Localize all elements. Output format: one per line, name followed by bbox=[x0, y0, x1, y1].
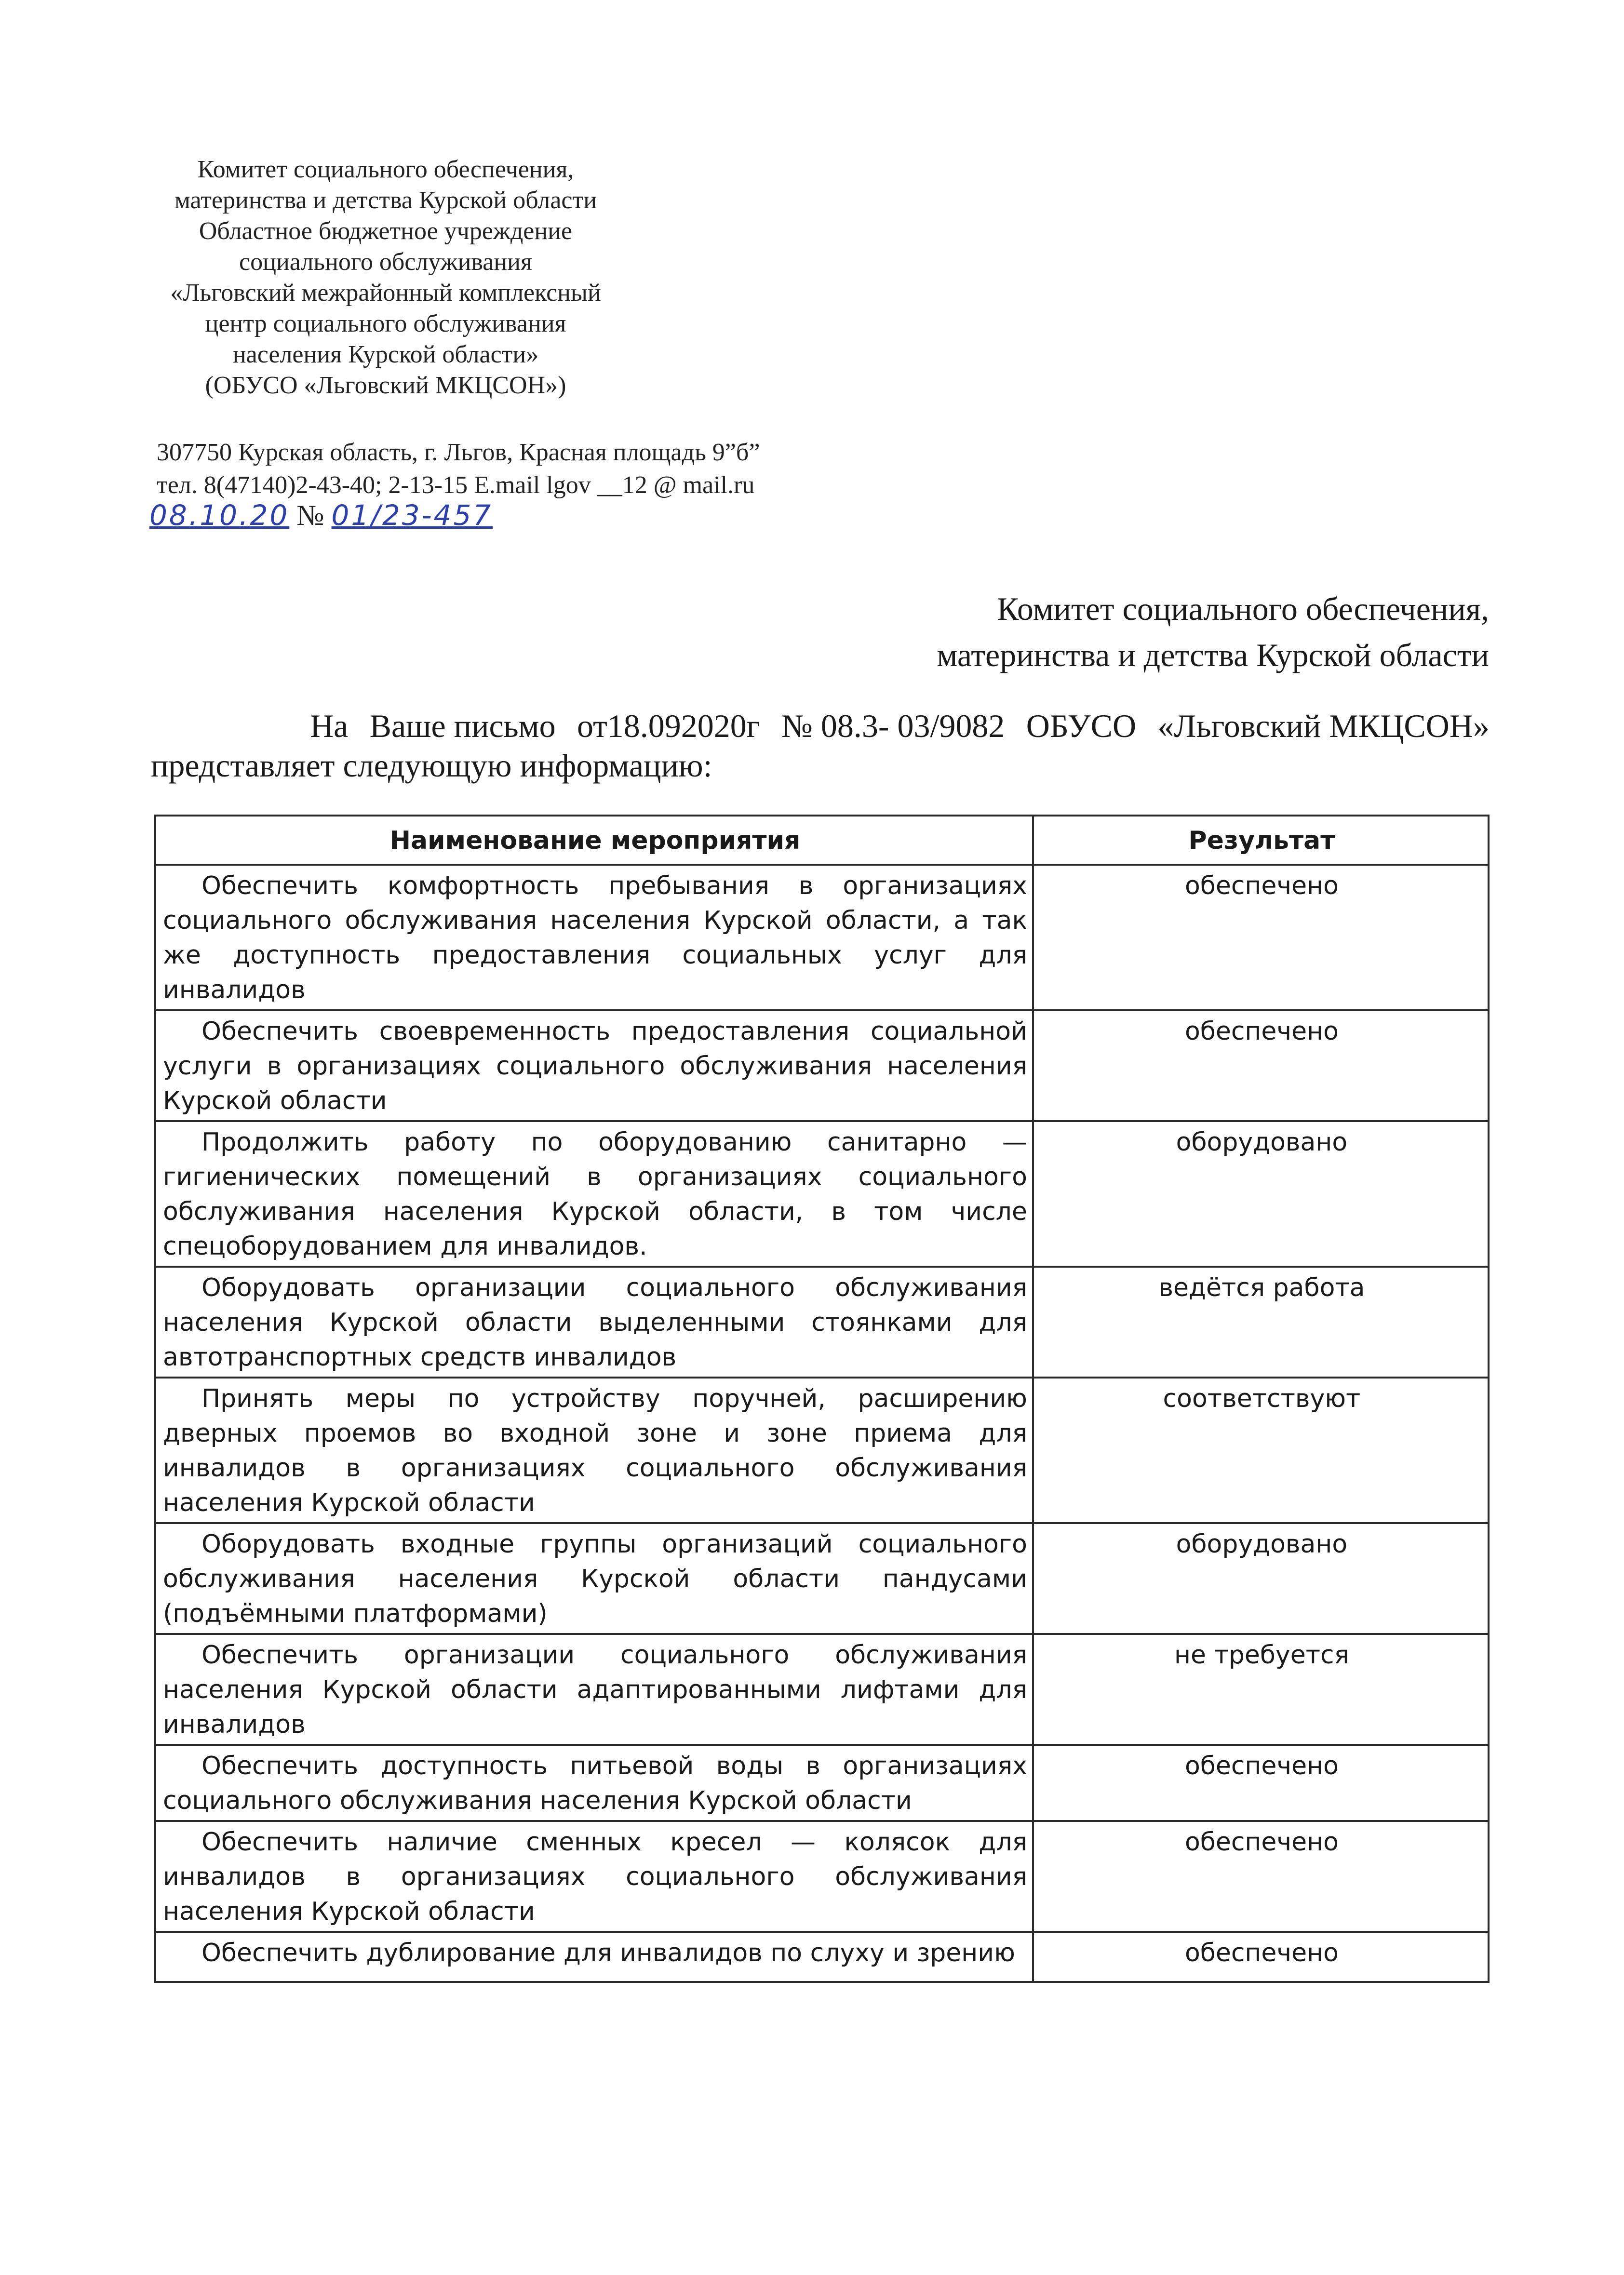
sender-block bbox=[140, 154, 631, 401]
result-cell: обеспечено bbox=[1033, 865, 1489, 1010]
recipient-block bbox=[937, 586, 1489, 678]
result-cell: обеспечено bbox=[1033, 1932, 1489, 1982]
result-cell: обеспечено bbox=[1033, 1010, 1489, 1121]
table-row bbox=[155, 1523, 1489, 1634]
intro-word: Ваше письмо bbox=[369, 708, 556, 744]
sender-line: (ОБУСО «Льговский МКЦСОН») bbox=[205, 372, 566, 399]
handwritten-reg-number: 01/23-457 bbox=[331, 499, 493, 532]
table-row bbox=[155, 1634, 1489, 1745]
sender-address-block bbox=[157, 436, 760, 502]
table-row bbox=[155, 1932, 1489, 1982]
intro-word: «Льговский МКЦСОН» bbox=[1157, 708, 1490, 744]
sender-line: населения Курской области» bbox=[232, 341, 539, 368]
action-cell: Оборудовать организации социального обслуживания населения Курской области выделенными стоянками для автотранспортных средств инвалидов bbox=[155, 1267, 1033, 1378]
table-row bbox=[155, 1010, 1489, 1121]
recipient-line: материнства и детства Курской области bbox=[937, 637, 1489, 673]
column-header-result: Результат bbox=[1033, 816, 1489, 865]
action-cell: Обеспечить наличие сменных кресел — колясок для инвалидов в организациях социального обслуживания населения Курской области bbox=[155, 1821, 1033, 1932]
action-cell: Обеспечить организации социального обслуживания населения Курской области адаптированными лифтами для инвалидов bbox=[155, 1634, 1033, 1745]
result-cell: соответствуют bbox=[1033, 1378, 1489, 1523]
table-row bbox=[155, 1121, 1489, 1267]
intro-line-2: представляет следующую информацию: bbox=[151, 747, 712, 784]
registration-line bbox=[149, 499, 493, 532]
measures-table bbox=[154, 815, 1490, 1983]
sender-line: центр социального обслуживания bbox=[205, 310, 566, 337]
result-cell: ведётся работа bbox=[1033, 1267, 1489, 1378]
intro-word: На bbox=[310, 708, 349, 744]
action-cell: Обеспечить своевременность предоставления социальной услуги в организациях социального обслуживания населения Курской области bbox=[155, 1010, 1033, 1121]
handwritten-date: 08.10.20 bbox=[149, 499, 290, 532]
intro-paragraph bbox=[151, 706, 1490, 785]
intro-word: от18.092020г bbox=[577, 708, 760, 744]
table-row bbox=[155, 1378, 1489, 1523]
table-row bbox=[155, 1267, 1489, 1378]
action-cell: Обеспечить дублирование для инвалидов по слуху и зрению bbox=[155, 1932, 1033, 1982]
action-cell: Обеспечить доступность питьевой воды в организациях социального обслуживания населения Курской области bbox=[155, 1745, 1033, 1821]
action-cell: Принять меры по устройству поручней, расширению дверных проемов во входной зоне и зоне приема для инвалидов в организациях социального обслуживания населения Курской области bbox=[155, 1378, 1033, 1523]
action-cell: Оборудовать входные группы организаций социального обслуживания населения Курской области пандусами (подъёмными платформами) bbox=[155, 1523, 1033, 1634]
recipient-line: Комитет социального обеспечения, bbox=[996, 590, 1489, 627]
result-cell: оборудовано bbox=[1033, 1523, 1489, 1634]
result-cell: не требуется bbox=[1033, 1634, 1489, 1745]
column-header-action: Наименование мероприятия bbox=[155, 816, 1033, 865]
table-row bbox=[155, 1745, 1489, 1821]
action-cell: Продолжить работу по оборудованию санитарно — гигиенических помещений в организациях социального обслуживания населения Курской области, в том числе спецоборудованием для инвалидов. bbox=[155, 1121, 1033, 1267]
result-cell: оборудовано bbox=[1033, 1121, 1489, 1267]
intro-line-1 bbox=[151, 706, 1490, 746]
result-cell: обеспечено bbox=[1033, 1821, 1489, 1932]
table-row bbox=[155, 865, 1489, 1010]
sender-line: Комитет социального обеспечения, bbox=[197, 156, 574, 183]
contact-line: тел. 8(47140)2-43-40; 2-13-15 E.mail lgov __12 @ mail.ru bbox=[157, 471, 755, 499]
intro-word: ОБУСО bbox=[1026, 708, 1137, 744]
sender-line: материнства и детства Курской области bbox=[174, 187, 597, 214]
table-row bbox=[155, 1821, 1489, 1932]
sender-line: социального обслуживания bbox=[239, 248, 532, 276]
table-header-row bbox=[155, 816, 1489, 865]
intro-word: № 08.3- 03/9082 bbox=[781, 708, 1005, 744]
sender-line: Областное бюджетное учреждение bbox=[199, 217, 573, 245]
action-cell: Обеспечить комфортность пребывания в организациях социального обслуживания населения Курской области, а так же доступность предоставления социальных услуг для инвалидов bbox=[155, 865, 1033, 1010]
sender-line: «Льговский межрайонный комплексный bbox=[170, 279, 601, 307]
postal-address: 307750 Курская область, г. Льгов, Красная площадь 9”б” bbox=[157, 439, 760, 466]
number-sign: № bbox=[296, 499, 324, 531]
result-cell: обеспечено bbox=[1033, 1745, 1489, 1821]
